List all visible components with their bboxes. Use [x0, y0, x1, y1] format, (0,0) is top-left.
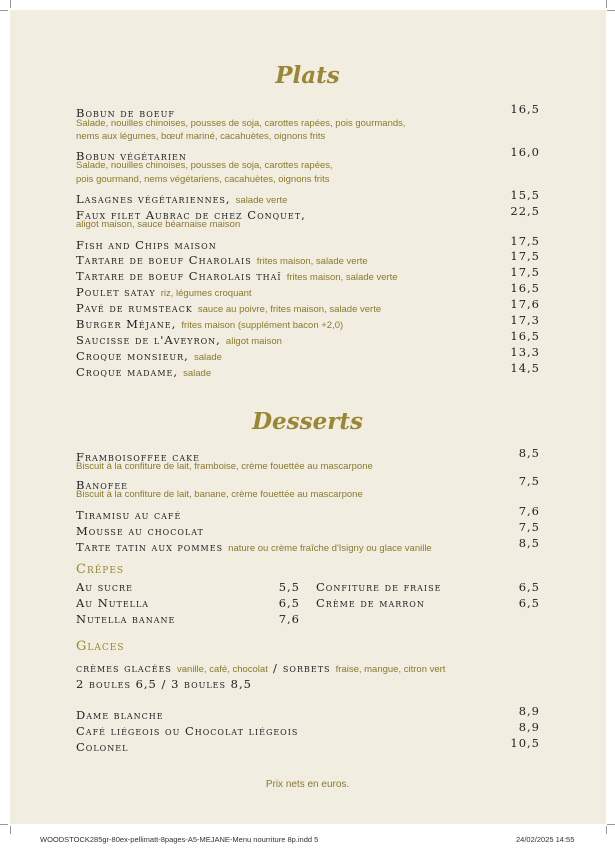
- menu-item: [76, 313, 540, 329]
- item-price: 22,5: [510, 204, 540, 218]
- item-price: 17,6: [510, 297, 540, 311]
- crepe-price: 6,5: [518, 596, 540, 610]
- item-name: Croque madame,: [76, 365, 179, 379]
- item-name: Tartare de boeuf Charolais: [76, 253, 252, 267]
- menu-item: [76, 736, 540, 752]
- crop-mark: [606, 826, 607, 834]
- item-description: frites maison, salade verte: [256, 256, 368, 267]
- boules-prices: [76, 673, 540, 689]
- item-description: salade: [183, 368, 212, 379]
- item-name: Burger Méjane,: [76, 317, 177, 331]
- crepe-name: Nutella banane: [76, 612, 176, 626]
- item-name: Faux filet Aubrac de chez Conquet,: [76, 208, 306, 222]
- item-name: Lasagnes végétariennes,: [76, 192, 231, 206]
- menu-item: [76, 249, 540, 265]
- item-description: salade: [193, 352, 222, 363]
- item-name: Framboisoffee cake: [76, 450, 200, 464]
- item-description: Salade, nouilles chinoises, pousses de soja, carottes rapées,: [76, 160, 333, 171]
- item-description: Biscuit à la confiture de lait, banane, crème fouettée au mascarpone: [76, 489, 363, 500]
- menu-item: [76, 720, 540, 736]
- item-price: 17,5: [510, 265, 540, 279]
- item-price: 14,5: [510, 361, 540, 375]
- crepe-price: 7,6: [278, 612, 300, 626]
- menu-item: [76, 361, 540, 377]
- menu-item: [76, 345, 540, 361]
- item-price: 7,5: [518, 520, 540, 534]
- item-name: Tiramisu au café: [76, 508, 182, 522]
- item-price: 16,0: [510, 145, 540, 159]
- item-price: 15,5: [510, 188, 540, 202]
- item-name: Fish and Chips maison: [76, 238, 217, 252]
- menu-item: [76, 446, 540, 462]
- item-price: 16,5: [510, 329, 540, 343]
- item-price: 8,5: [518, 446, 540, 460]
- crop-mark: [607, 10, 615, 11]
- item-name: Café liégeois ou Chocolat liégeois: [76, 724, 299, 738]
- prix-nets-note: Prix nets en euros.: [265, 779, 350, 790]
- item-name: Pavé de rumsteack: [76, 301, 193, 315]
- crepe-price: 6,5: [518, 580, 540, 594]
- item-price: 17,5: [510, 249, 540, 263]
- desserts-title: Desserts: [252, 408, 363, 435]
- crepe-price: 5,5: [278, 580, 300, 594]
- menu-item: [76, 520, 540, 536]
- menu-item: [76, 234, 540, 250]
- menu-item: [76, 188, 540, 204]
- crop-mark: [10, 0, 11, 8]
- sorbets-label: sorbets: [282, 661, 331, 675]
- item-name: Tarte tatin aux pommes: [76, 540, 224, 554]
- item-description: pois gourmand, nems végétariens, cacahuètes, oignons frits: [76, 174, 330, 185]
- menu-item: [76, 145, 540, 161]
- item-price: 17,3: [510, 313, 540, 327]
- item-price: 13,3: [510, 345, 540, 359]
- item-description: sauce au poivre, frites maison, salade verte: [197, 304, 382, 315]
- item-name: Mousse au chocolat: [76, 524, 204, 538]
- crepe-price: 6,5: [278, 596, 300, 610]
- crepe-name: Au sucre: [76, 580, 133, 594]
- item-description: Salade, nouilles chinoises, pousses de soja, carottes rapées, pois gourmands,: [76, 118, 406, 129]
- item-name: Bobun végétarien: [76, 149, 187, 163]
- crop-mark: [0, 10, 8, 11]
- menu-item: [76, 704, 540, 720]
- menu-item: [76, 297, 540, 313]
- crop-mark: [0, 824, 8, 825]
- cremes-flavors: vanille, café, chocolat: [177, 664, 268, 675]
- item-price: 7,6: [518, 504, 540, 518]
- item-name: Tartare de boeuf Charolais thaï: [76, 269, 282, 283]
- item-name: Banofee: [76, 478, 129, 492]
- menu-item: [76, 204, 540, 220]
- item-name: Colonel: [76, 740, 129, 754]
- crop-mark: [607, 824, 615, 825]
- item-name: Saucisse de l'Aveyron,: [76, 333, 221, 347]
- crepe-name: Crème de marron: [316, 596, 425, 610]
- menu-item: [76, 474, 540, 490]
- item-price: 7,5: [518, 474, 540, 488]
- item-price: 8,5: [518, 536, 540, 550]
- menu-item: [76, 536, 540, 552]
- boules-text: 2 boules 6,5 / 3 boules 8,5: [76, 677, 252, 691]
- sorbets-flavors: fraise, mangue, citron vert: [335, 664, 446, 675]
- cremes-label: crèmes glacées: [76, 661, 172, 675]
- item-description: frites maison, salade verte: [286, 272, 398, 283]
- item-price: 16,5: [510, 102, 540, 116]
- item-name: Poulet satay: [76, 285, 156, 299]
- item-price: 10,5: [510, 736, 540, 750]
- item-description: aligot maison, sauce béarnaise maison: [76, 219, 241, 230]
- menu-item: [76, 504, 540, 520]
- footer-date: 24/02/2025 14:55: [516, 835, 575, 844]
- item-description: nems aux légumes, bœuf mariné, cacahuètes, oignons frits: [76, 131, 326, 142]
- item-price: 16,5: [510, 281, 540, 295]
- item-name: Dame blanche: [76, 708, 164, 722]
- crop-mark: [10, 826, 11, 834]
- item-name: Croque monsieur,: [76, 349, 189, 363]
- plats-title: Plats: [275, 62, 340, 89]
- crepe-name: Au Nutella: [76, 596, 150, 610]
- item-description: salade verte: [235, 195, 288, 206]
- item-name: Bobun de boeuf: [76, 106, 175, 120]
- item-description: aligot maison: [225, 336, 282, 347]
- item-price: 8,9: [518, 720, 540, 734]
- item-price: 17,5: [510, 234, 540, 248]
- item-description: nature ou crème fraîche d'Isigny ou glace vanille: [228, 543, 432, 554]
- menu-item: [76, 102, 540, 118]
- menu-item: [76, 329, 540, 345]
- item-description: frites maison (supplément bacon +2,0): [181, 320, 344, 331]
- menu-item: [76, 281, 540, 297]
- separator: /: [272, 661, 278, 675]
- crepes-subtitle: Crêpes: [76, 562, 125, 577]
- glaces-flavors: [76, 657, 540, 673]
- item-price: 8,9: [518, 704, 540, 718]
- glaces-subtitle: Glaces: [76, 639, 125, 654]
- item-description: riz, légumes croquant: [160, 288, 252, 299]
- crop-mark: [606, 0, 607, 8]
- crepe-name: Confiture de fraise: [316, 580, 442, 594]
- item-description: Biscuit à la confiture de lait, framboise, crème fouettée au mascarpone: [76, 461, 373, 472]
- menu-item: [76, 265, 540, 281]
- footer-file: WOODSTOCK285gr-80ex-pellimatt-8pages-A5-MEJANE-Menu nourriture 8p.indd 5: [40, 835, 319, 844]
